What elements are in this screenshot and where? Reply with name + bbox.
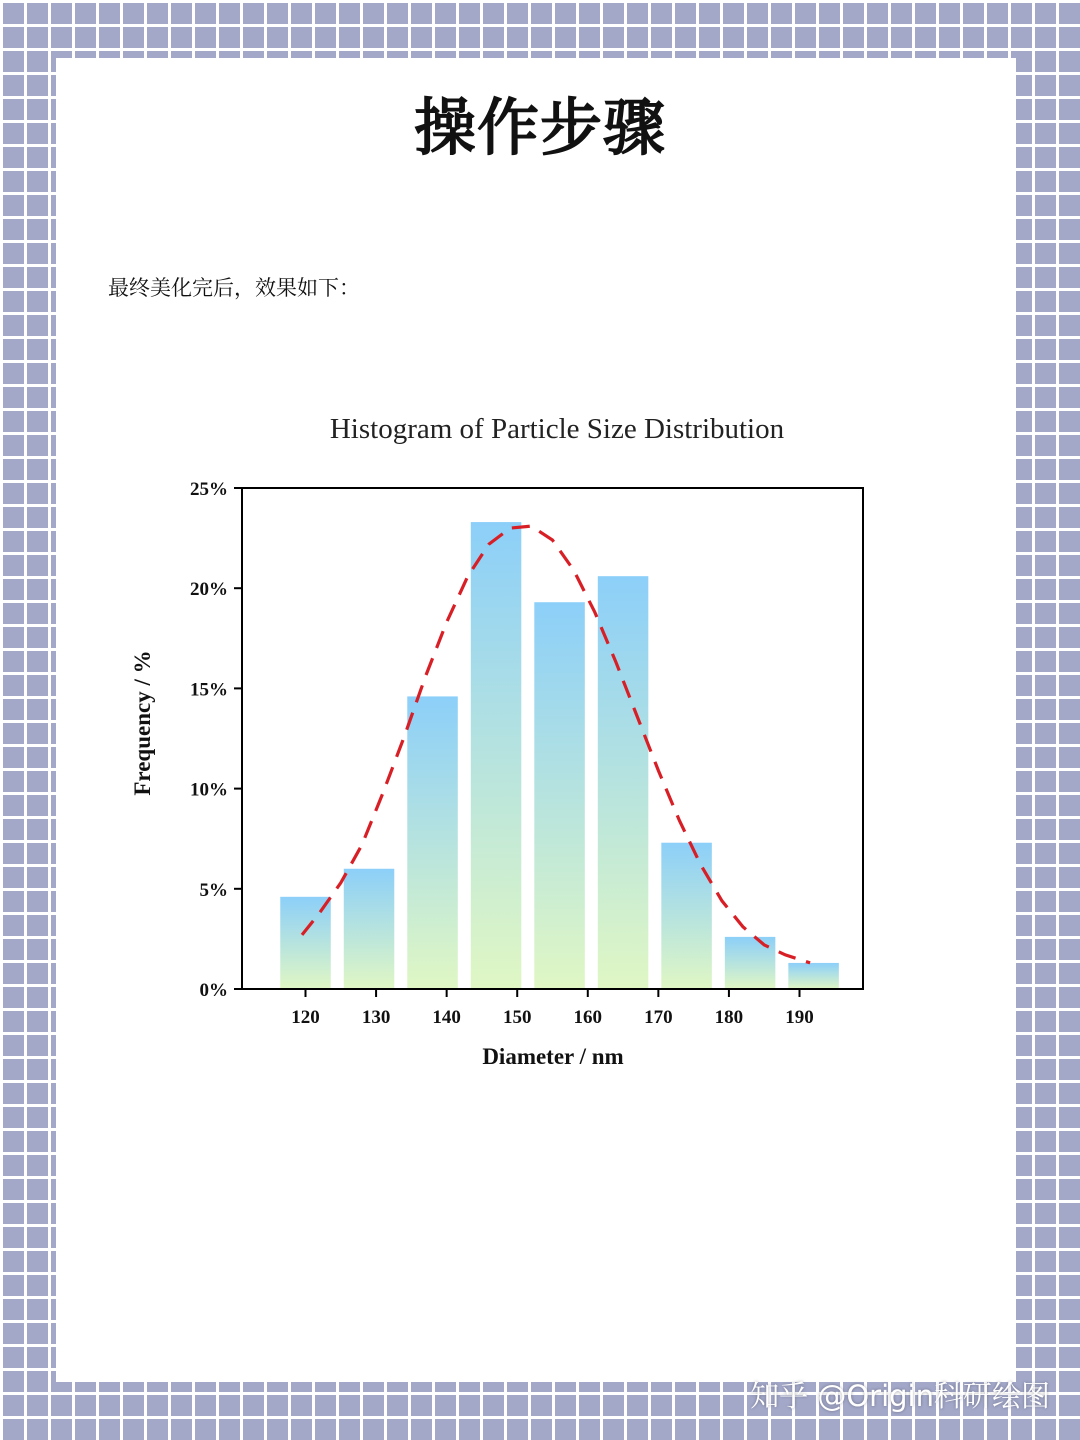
x-tick-label-190: 190 (785, 1007, 814, 1028)
histogram-bar-2 (407, 696, 458, 989)
y-axis-label: Frequency / % (130, 650, 155, 796)
histogram-bar-3 (471, 522, 522, 989)
x-tick-label-180: 180 (714, 1007, 744, 1028)
y-tick-label-20: 20% (190, 579, 228, 601)
x-tick-label-160: 160 (573, 1007, 603, 1028)
y-tick-label-5: 5% (199, 879, 228, 901)
y-tick-label-15: 15% (190, 679, 228, 701)
x-tick-label-140: 140 (432, 1007, 461, 1028)
x-tick-label-130: 130 (361, 1007, 391, 1028)
histogram-bar-8 (788, 963, 839, 989)
histogram-bar-4 (534, 602, 585, 989)
x-axis-label: Diameter / nm (482, 1044, 624, 1069)
y-tick-label-10: 10% (190, 779, 228, 801)
x-tick-label-170: 170 (644, 1007, 673, 1028)
page-title: 操作步骤 (413, 91, 666, 164)
chart-title: Histogram of Particle Size Distribution (329, 413, 785, 445)
y-tick-label-25: 25% (190, 479, 228, 500)
histogram-bar-7 (725, 937, 776, 989)
histogram-bar-0 (280, 897, 331, 989)
histogram-bar-6 (661, 843, 712, 989)
intro-text: 最终美化完后，效果如下： (108, 276, 360, 300)
y-tick-label-0: 0% (199, 980, 228, 1001)
watermark: 知乎 @Origin科研绘图 (750, 1379, 1050, 1413)
x-tick-label-150: 150 (502, 1007, 532, 1028)
histogram-bar-1 (344, 869, 395, 989)
x-tick-label-120: 120 (291, 1007, 320, 1028)
